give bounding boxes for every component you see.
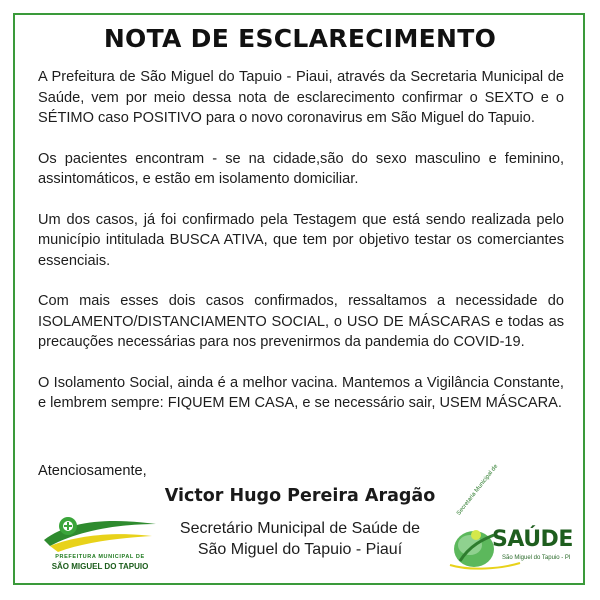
closing-text: Atenciosamente, xyxy=(38,463,147,479)
paragraph: A Prefeitura de São Miguel do Tapuio - Piaui, através da Secretaria Municipal de Saúde, vem por meio dessa nota de esclarecimento confirmar o SEXTO e o SÉTIMO caso POSITIVO para o novo coronavirus em São Miguel do Tapuio. xyxy=(38,69,564,126)
paragraph: Um dos casos, já foi confirmado pela Testagem que está sendo realizada pelo município intitulada BUSCA ATIVA, que tem por objetivo testar os comerciantes essenciais. xyxy=(38,211,564,269)
document-title: NOTA DE ESCLARECIMENTO xyxy=(103,24,497,53)
logo-caption-bottom: SÃO MIGUEL DO TAPUIO xyxy=(51,562,149,571)
logo-caption-top: PREFEITURA MUNICIPAL DE xyxy=(55,554,145,560)
signer-role-line: São Miguel do Tapuio - Piauí xyxy=(197,541,403,558)
prefeitura-logo xyxy=(40,510,160,576)
secretaria-saude-logo xyxy=(440,463,573,577)
logo-arc-text: Secretaria Municipal de xyxy=(456,463,500,517)
signer-role-line: Secretário Municipal de Saúde de xyxy=(179,520,421,537)
logo-sub-text: São Miguel do Tapuio - PI xyxy=(502,555,571,561)
prefeitura-emblem-icon xyxy=(40,510,160,556)
signer-role xyxy=(152,518,448,560)
paragraph: Os pacientes encontram - se na cidade,são do sexo masculino e feminino, assintomáticos, e estão em isolamento domiciliar. xyxy=(38,150,564,187)
paragraph: O Isolamento Social, ainda é a melhor vacina. Mantemos a Vigilância Constante, e lembrem sempre: FIQUEM EM CASA, e se necessário sair, USEM MÁSCARA. xyxy=(38,374,564,411)
signer-name: Victor Hugo Pereira Aragão xyxy=(164,486,436,506)
logo-main-text: SAÚDE xyxy=(492,527,573,552)
document-body xyxy=(38,67,564,434)
paragraph: Com mais esses dois casos confirmados, ressaltamos a necessidade do ISOLAMENTO/DISTANCIAMENTO SOCIAL, o USO DE MÁSCARAS e todas as precauções necessárias para nos prevenirmos da pandemia do COVID-19. xyxy=(38,293,564,350)
